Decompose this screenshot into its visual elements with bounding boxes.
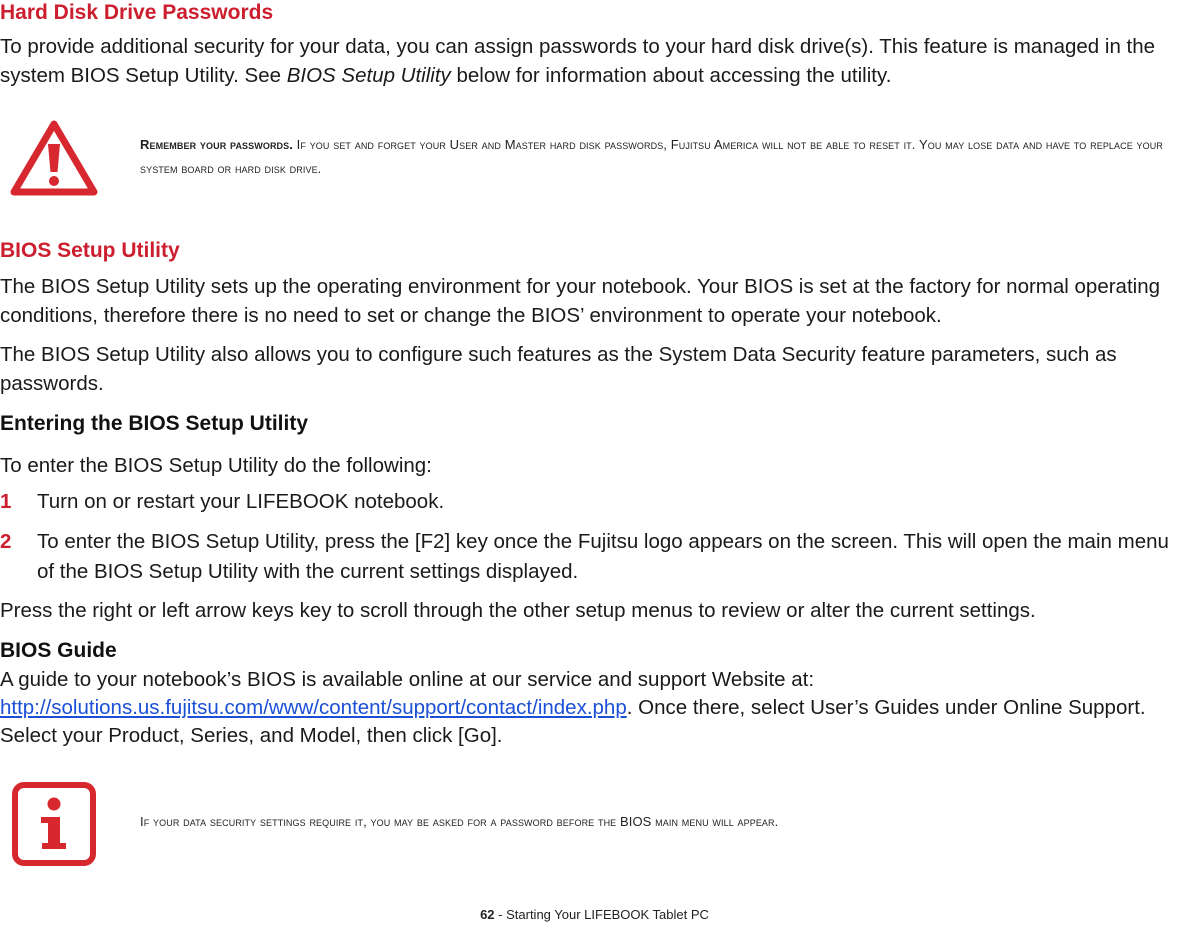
warning-icon (8, 118, 100, 200)
paragraph-arrow-keys: Press the right or left arrow keys key to scroll through the other setup menus to review or alter the current settings. (0, 599, 1036, 622)
page-number: 62 (480, 907, 495, 922)
step-number: 2 (0, 530, 12, 553)
warning-text: If you set and forget your User and Master hard disk passwords, Fujitsu America will not be able to reset it. You may lose data and have to replace your system board or hard disk drive. (140, 137, 1163, 176)
info-notice: If your data security settings require it, you may be asked for a password before the BIOS main menu will appear. (140, 814, 779, 829)
list-item (0, 487, 1189, 517)
paragraph-text: . Once there, select User’s Guides under Online Support. Select your Product, Series, and Model, then click [Go]. (0, 696, 1146, 747)
support-website-link[interactable]: http://solutions.us.fujitsu.com/www/content/support/contact/index.php (0, 696, 627, 719)
paragraph-bios-intro: The BIOS Setup Utility sets up the operating environment for your notebook. Your BIOS is set at the factory for normal operating conditions, therefore there is no need to set or change the BIOS’ environment to operate your notebook. (0, 275, 1161, 327)
list-item (0, 527, 1189, 587)
section-heading-bios-setup-utility: BIOS Setup Utility (0, 239, 180, 262)
paragraph-bios-guide (0, 666, 1189, 750)
step-text: Turn on or restart your LIFEBOOK notebook. (37, 490, 445, 513)
footer-title: - Starting Your LIFEBOOK Tablet PC (494, 907, 709, 922)
info-icon (11, 781, 97, 867)
paragraph-enter-intro: To enter the BIOS Setup Utility do the following: (0, 454, 432, 477)
paragraph-bios-features: The BIOS Setup Utility also allows you to configure such features as the System Data Security feature parameters, such as passwords. (0, 343, 1117, 395)
page-footer (0, 907, 1189, 922)
step-number: 1 (0, 490, 12, 513)
section-heading-entering-bios: Entering the BIOS Setup Utility (0, 412, 309, 435)
paragraph-text: A guide to your notebook’s BIOS is available online at our service and support Website at: (0, 668, 815, 691)
warning-notice (140, 133, 1180, 181)
bios-utility-reference: BIOS Setup Utility (286, 64, 451, 87)
warning-lead: Remember your passwords. (140, 137, 293, 152)
paragraph-hdd-passwords (0, 32, 1189, 90)
step-text: To enter the BIOS Setup Utility, press the [F2] key once the Fujitsu logo appears on the screen. This will open the main menu of the BIOS Setup Utility with the current settings displayed. (37, 530, 1169, 583)
paragraph-text: below for information about accessing the utility. (450, 64, 892, 87)
section-heading-hard-disk-passwords: Hard Disk Drive Passwords (0, 1, 274, 24)
section-heading-bios-guide: BIOS Guide (0, 639, 117, 662)
paragraph-text: To provide additional security for your data, you can assign passwords to your hard disk drive(s). This feature is managed in the system BIOS Setup Utility. See (0, 35, 1156, 87)
